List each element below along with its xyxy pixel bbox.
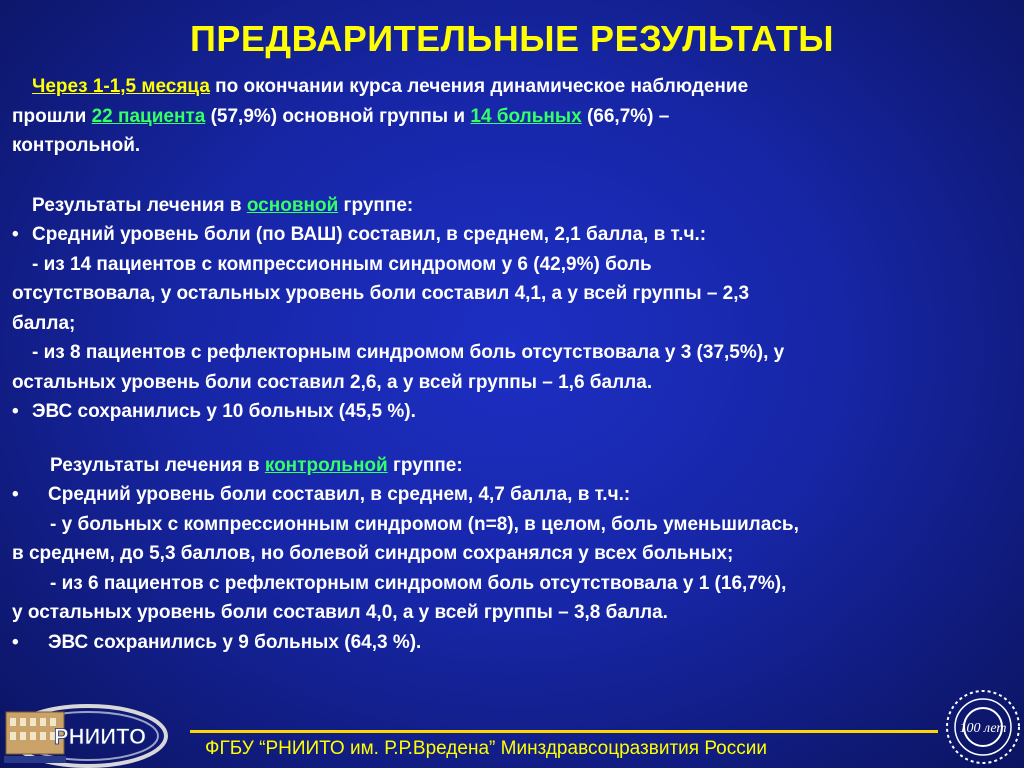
main-sub1-line-c: балла; — [12, 312, 76, 334]
footer-institution: ФГБУ “РНИИТО им. Р.Р.Вредена” Минздравсоцразвития России — [205, 738, 767, 759]
bullet: • — [12, 224, 19, 245]
control-sub1-line-b: в среднем, до 5,3 баллов, но болевой синдром сохранялся у всех больных; — [12, 543, 734, 564]
main-evs-item: • ЭВС сохранились у 10 больных (45,5 %). — [12, 397, 1012, 427]
main-sub1-line-b: отсутствовала, у остальных уровень боли составил 4,1, а у всей группы – 2,3 — [12, 283, 750, 304]
bullet: • — [12, 631, 19, 653]
control-evs-item: • ЭВС сохранились у 9 больных (64,3 %). — [12, 628, 1012, 658]
control-group-link: контрольной — [264, 454, 388, 476]
main-sub2-line-a: - из 8 пациентов с рефлекторным синдромом боль отсутствовала у 3 (37,5%), у — [32, 342, 785, 363]
main-sub2-line-b: остальных уровень боли составил 2,6, а у всей группы – 1,6 балла. — [12, 371, 653, 393]
main-pain-item: • Средний уровень боли (по ВАШ) составил, в среднем, 2,1 балла, в т.ч.: — [12, 220, 1012, 250]
slide-content — [12, 72, 1012, 657]
institute-logo — [0, 700, 170, 768]
control-group-heading: Результаты лечения в контрольной группе: — [50, 454, 463, 476]
bullet: • — [12, 401, 19, 422]
main-group-heading: Результаты лечения в основной группе: — [32, 194, 414, 216]
bullet: • — [12, 484, 19, 505]
control-sub1-line-a: - у больных с компрессионным синдромом (n=8), в целом, боль уменьшилась, — [50, 513, 799, 535]
control-sub2-line-a: - из 6 пациентов с рефлекторным синдромом боль отсутствовала у 1 (16,7%), — [50, 572, 787, 594]
control-sub2-line-b: у остальных уровень боли составил 4,0, а у всей группы – 3,8 балла. — [12, 602, 668, 623]
intro-link-control: 14 больных — [470, 105, 582, 127]
intro-line-1: Через 1-1,5 месяца по окончании курса лечения динамическое наблюдение — [32, 76, 749, 97]
slide-title: ПРЕДВАРИТЕЛЬНЫЕ РЕЗУЛЬТАТЫ — [190, 18, 834, 59]
svg-text:РНИИТО: РНИИТО — [53, 724, 147, 749]
intro-line-3: контрольной. — [12, 135, 141, 156]
main-sub1-line-a: - из 14 пациентов с компрессионным синдромом у 6 (42,9%) боль — [32, 253, 652, 275]
svg-text:100 лет: 100 лет — [959, 721, 1007, 736]
intro-link-patients: 22 пациента — [91, 105, 206, 127]
intro-line-2: прошли 22 пациента (57,9%) основной группы и 14 больных (66,7%) – — [12, 105, 670, 127]
control-pain-item: • Средний уровень боли составил, в среднем, 4,7 балла, в т.ч.: — [12, 480, 1012, 510]
anniversary-emblem — [944, 688, 1022, 766]
footer-divider — [190, 730, 938, 733]
main-group-link: основной — [246, 194, 339, 216]
intro-link-period: Через 1-1,5 месяца — [32, 76, 210, 97]
